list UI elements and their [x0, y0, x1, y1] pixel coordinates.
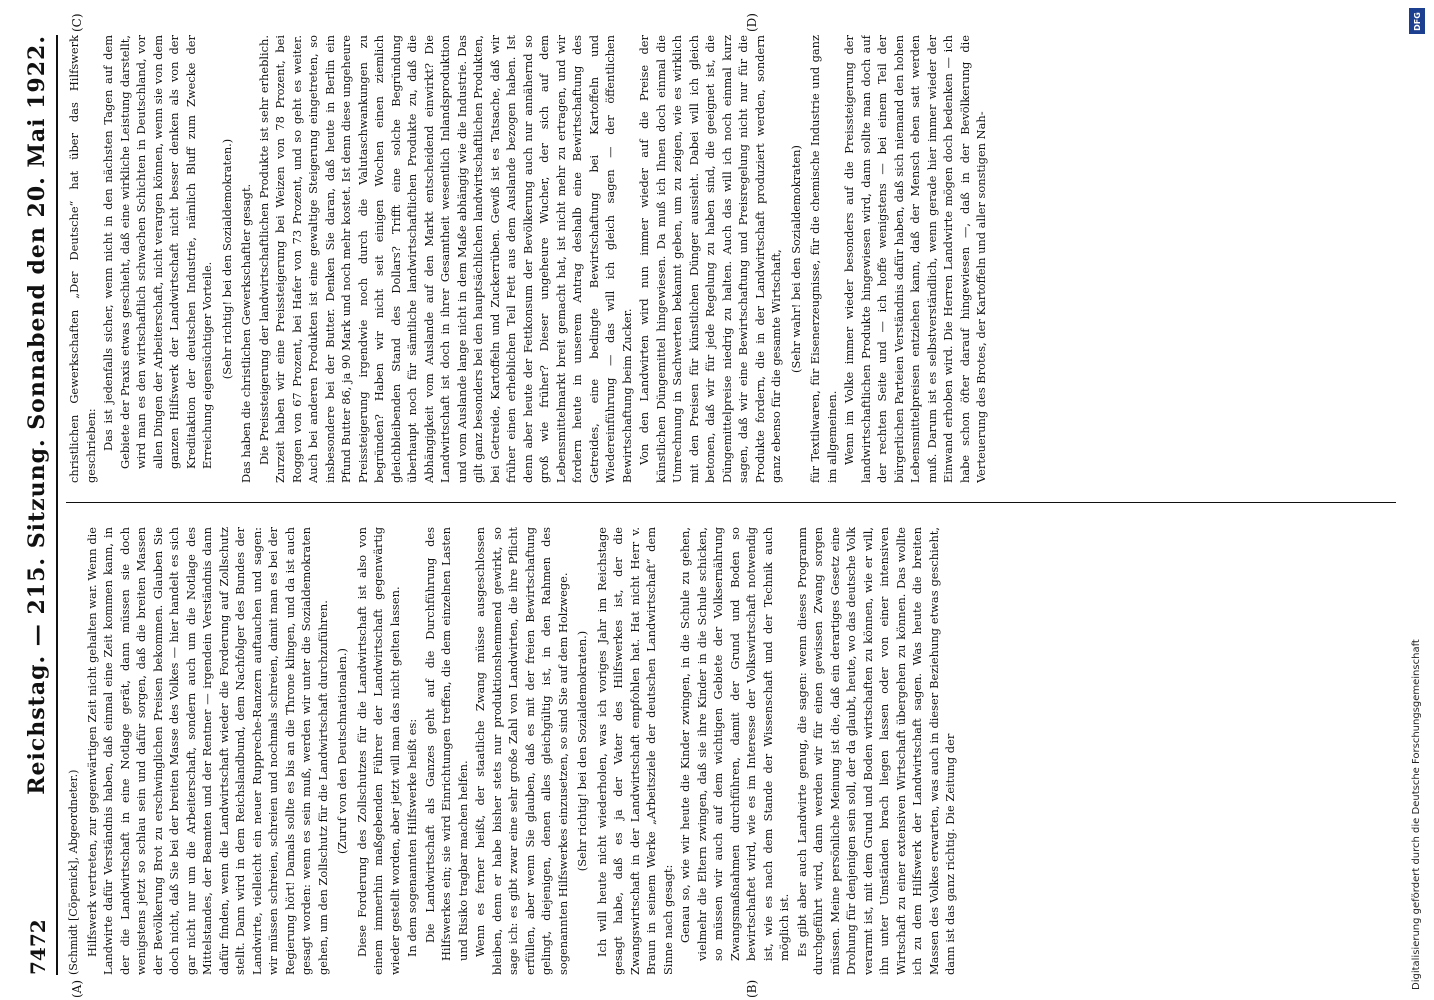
speaker-note: (Schmidt [Cöpenick], Abgeordneter.) — [67, 769, 80, 975]
margin-mark-b: (B) — [745, 979, 759, 998]
interjection: (Zuruf von den Deutschnationalen.) — [335, 647, 349, 855]
paragraph: Hilfswerk vertreten, zur gegenwärtigen Zeit nicht gehalten war. Wenn die Landwirte dafür Verständnis haben, daß einmal eine Zeit kommen kann, in der die Landwirtschaft in eine Notlage gerät, dann müssen sie doch wenigstens jetzt so schlau sein und dafür sorgen, daß die breiten Massen der Bevölkerung Brot zu erschwinglichen Preisen bekommen. Glauben Sie doch nicht, daß Sie bei der breiten Masse des Volkes — hier handelt es sich gar nicht nur um die Arbeiterschaft, sondern auch um die Notlage des Mittelstandes, der Beamten und der Rentner — irgendein Verständnis dann dafür finden, wenn die Landwirtschaft wieder die Forderung auf Zollschutz stellt. Dann wird in dem Reichslandbund, dem Nachfolger des Bundes der Landwirte, vielleicht ein neuer Ruppreche-Ranzern auftauchen und sagen: wir müssen schreien, schreien und nochmals schreien, damit man es bei der Regierung hört! Damals sollte es bis an die Throne klingen, und da ist auch gesagt worden: wenn es sein muß, werden wir unter die Sozialdemokraten gehen, um den Zollschutz für die Landwirtschaft durchzuführen. — [84, 527, 330, 975]
quote: Genau so, wie wir heute die Kinder zwingen, in die Schule zu gehen, vielmehr die Eltern zwingen, daß sie ihre Kinder in die Schule schicken, so müssen wir auch auf dem wichtigen Gebiete der Volksernährung Zwangsmaßnahmen durchführen, damit der Grund und Boden so bewirtschaftet wird, wie es im Interesse der Volkswirtschaft notwendig ist, wie es nach dem Stande der Wissenschaft und der Technik auch möglich ist. — [678, 527, 791, 961]
interjection: (Sehr richtig! bei den Sozialdemokraten.) — [219, 138, 234, 380]
column-divider — [66, 502, 1396, 503]
paragraph: Wenn es ferner heißt, der staatliche Zwang müsse ausgeschlossen bleiben, denn er habe bisher stets nur produktionshemmend gewirkt, so sage ich: es gibt zwar eine sehr große Zahl von Landwirten, die ihre Pflicht erfüllen, aber wenn Sie glauben, daß es mit der freien Bewirtschaftung gelingt, diejenigen, denen alles gleichgültig ist, in den Rahmen des sogenannten Hilfswerkes einzusetzen, so sind Sie auf dem Holzwege. — [473, 527, 570, 975]
interjection: (Sehr richtig! bei den Sozialdemokraten.) — [575, 630, 589, 872]
margin-mark-c: (C) — [70, 13, 84, 32]
right-column — [66, 35, 1396, 483]
paragraph: christlichen Gewerkschaften „Der Deutsche“ hat über das Hilfswerk geschrieben: — [67, 35, 98, 483]
paragraph: Ich will heute nicht wiederholen, was ich voriges Jahr im Reichstage gesagt habe, daß es ja der Vater des Hilfswerkes ist, der die Zwangswirtschaft in der Landwirtschaft empfohlen hat. Hat nicht Herr v. Braun in seinem Werke „Arbeitsziele der deutschen Landwirtschaft“ dem Sinne nach gesagt: — [594, 527, 675, 975]
digitization-credit: Digitalisierung gefördert durch die Deutsche Forschungsgemeinschaft — [1411, 639, 1422, 990]
paragraph: Es gibt aber auch Landwirte genug, die sagen: wenn dieses Programm durchgeführt wird, dann werden wir für einen gewissen Zwang sorgen müssen. Meine persönliche Meinung ist die, daß ein derartiges Gesetz eine Drohung für denjenigen sein soll, der da glaubt, heute, wo das deutsche Volk verarmt ist, mit dem Grund und Boden wirtschaften zu können, wie er will, ihn unter Umständen brach liegen lassen oder von einer intensiven Wirtschaft zu einer extensiven Wirtschaft übergehen zu können. Das wollte ich zu dem Hilfswerk der Landwirtschaft sagen. Was heute die breiten Massen des Volkes erwarten, was auch in dieser Beziehung etwas geschieht, dann ist das ganz richtig. Die Zeitung der — [794, 527, 957, 975]
quote: Das ist jedenfalls sicher, wenn nicht in den nächsten Tagen auf dem Gebiete der Praxis etwas geschieht, daß eine wirkliche Leistung darstellt, wird man es den wirtschaftlich schwachen Schichten in Deutschland, vor allen Dingen der Arbeiterschaft, nicht verargen können, wenn sie von dem ganzen Hilfswerk der Landwirtschaft nicht besser denken als von der Kreditaktion der deutschen Industrie, nämlich Bluff zum Zwecke der Erreichung eigensüchtiger Vorteile. — [101, 35, 214, 469]
dfg-logo: DFG — [1409, 8, 1425, 34]
margin-mark-a: (A) — [70, 979, 84, 998]
page-number: 7472 — [26, 919, 50, 975]
paragraph: Wenn im Volke immer wieder besonders auf die Preissteigerung der landwirtschaftlichen Produkte hingewiesen wird, dann sollte man doch auf der rechten Seite und — ich hoffe wenigstens — bei einem Teil der bürgerlichen Parteien Verständnis dafür haben, daß sich niemand den hohen Lebensmittelpreisen entziehen kann, daß der Mensch eben satt werden muß. Darum ist es selbstverständlich, wenn gerade hier immer wieder der Einwand erhoben wird. Die Herren Landwirte mögen doch bedenken — ich habe schon öfter darauf hingewiesen —, daß in der Bevölkerung die Verteuerung des Brotes, der Kartoffeln und aller sonstigen Nah- — [842, 35, 988, 483]
left-column — [66, 527, 1396, 975]
paragraph: Das haben die christlichen Gewerkschaftler gesagt. — [239, 183, 253, 483]
page-header — [12, 35, 58, 975]
page-title: Reichstag. — 215. Sitzung. Sonnabend den 20. Mai 1922. — [24, 35, 50, 795]
paragraph: Diese Forderung des Zollschutzes für die Landwirtschaft ist also von einem immerhin maßgebenden Führer der Landwirtschaft gegenwärtig wieder gestellt worden, aber jetzt will man das nicht gelten lassen. — [354, 527, 402, 975]
paragraph: Die Preissteigerung der landwirtschaftlichen Produkte ist sehr erheblich. Zurzeit haben wir eine Preissteigerung bei Weizen von 78 Prozent, bei Roggen von 67 Prozent, bei Hafer von 73 Prozent, und so geht es weiter. Auch bei anderen Produkten ist eine gewaltige Steigerung eingetreten, so insbesondere bei der Butter. Denken Sie daran, daß heute in Berlin ein Pfund Butter 86, ja 90 Mark und noch mehr kostet. Ist denn diese ungeheure Preissteigerung irgendwie noch durch die Valutaschwankungen zu begründen? Haben wir nicht seit einigen Wochen einen ziemlich gleichbleibenden Stand des Dollars? Trifft eine solche Begründung überhaupt noch für sämtliche landwirtschaftlichen Produkte zu, daß die Abhängigkeit vom Auslande auf den Markt entscheidend einwirkt? Die Landwirtschaft ist doch in ihrer Gesamtheit wesentlich Inlandsproduktion und vom Auslande lange nicht in dem Maße abhängig wie die Industrie. Das gilt ganz besonders bei den hauptsächlichen landwirtschaftlichen Produkten, bei Getreide, Kartoffeln und Zuckerrüben. Gewiß ist es Tatsache, daß wir früher einen erheblichen Teil Fett aus dem Auslande bezogen haben. Ist denn aber heute der Fettkonsum der Bevölkerung auch nur annähernd so groß wie früher? Dieser ungeheure Wucher, der sich auf dem Lebensmittelmarkt breit gemacht hat, ist nicht mehr zu ertragen, und wir fordern heute in unserem Antrag deshalb eine Bewirtschaftung des Getreides, eine bedingte Bewirtschaftung bei Kartoffeln und Wiedereinführung — das will ich gleich sagen — der öffentlichen Bewirtschaftung beim Zucker. — [256, 35, 634, 483]
paragraph: In dem sogenannten Hilfswerke heißt es: — [405, 718, 419, 957]
interjection: (Sehr wahr! bei den Sozialdemokraten) — [788, 145, 803, 373]
paragraph: für Textilwaren, für Eisenerzeugnisse, für die chemische Industrie und ganz im allgemeinen. — [808, 35, 839, 483]
paragraph: Von den Landwirten wird nun immer wieder auf die Preise der künstlichen Düngemittel hingewiesen. Da muß ich Ihnen doch einmal die Umrechnung in Sachwerten bekannt geben, um zu zeigen, wie es wirklich mit den Preisen für künstlichen Dünger aussieht. Dabei will ich gleich betonen, daß wir für jede Regelung zu haben sind, die geeignet ist, die Düngemittelpreise niedrig zu halten. Auch das will ich noch einmal kurz sagen, daß wir eine Bewirtschaftung und Preisregelung nicht nur für die Produkte fordern, die in der Landwirtschaft produziert werden, sondern ganz ebenso für die gesamte Wirtschaft, — [637, 35, 783, 483]
quote: Die Landwirtschaft als Ganzes geht auf die Durchführung des Hilfswerkes ein; sie wird Einrichtungen treffen, die dem einzelnen Lasten und Risiko tragbar machen helfen. — [422, 527, 470, 961]
margin-mark-d: (D) — [745, 13, 759, 32]
